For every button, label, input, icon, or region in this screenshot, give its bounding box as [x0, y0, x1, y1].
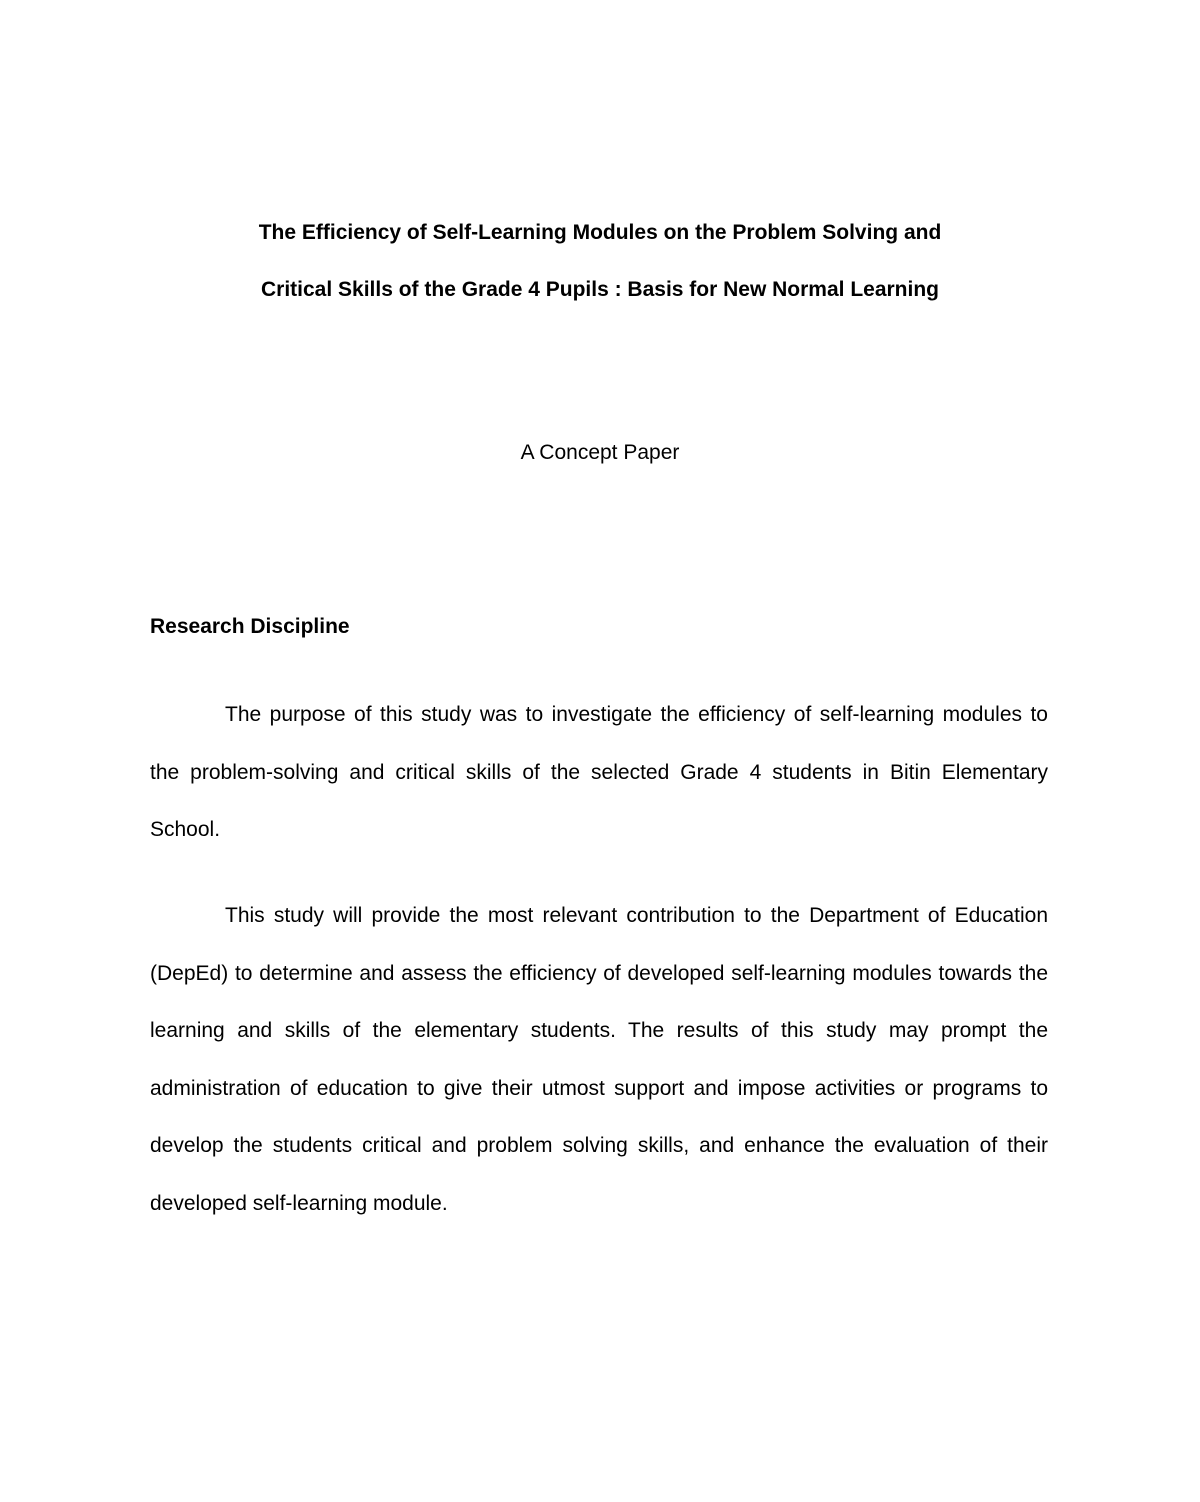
section-heading: Research Discipline: [150, 615, 350, 638]
document-title: [150, 204, 1050, 318]
paragraph-2: This study will provide the most relevant contribution to the Department of Education (DepEd) to determine and assess the efficiency of developed self-learning modules towards the learning and skills of the elementary students. The results of this study may prompt the administration of education to give their utmost support and impose activities or programs to develop the students critical and problem solving skills, and enhance the evaluation of their developed self-learning module.: [150, 904, 1048, 1215]
paragraph-1: The purpose of this study was to investigate the efficiency of self-learning modules to the problem-solving and critical skills of the selected Grade 4 students in Bitin Elementary School.: [150, 703, 1048, 841]
document-subtitle: A Concept Paper: [520, 441, 680, 464]
title-line-1: The Efficiency of Self-Learning Modules on the Problem Solving and: [258, 221, 942, 244]
title-line-2: Critical Skills of the Grade 4 Pupils : Basis for New Normal Learning: [260, 278, 939, 301]
